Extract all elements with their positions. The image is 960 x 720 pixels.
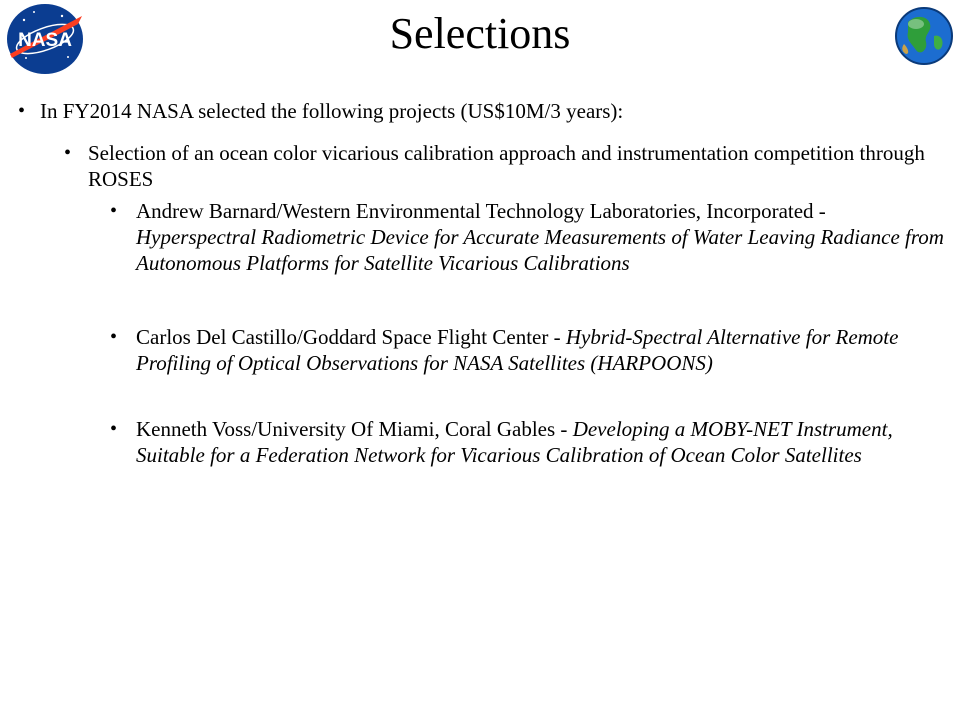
project-title: Developing a MOBY-NET Instrument, Suitable for a Federation Network for Vicarious Calibration of Ocean Color Satellites <box>136 417 893 467</box>
slide-title: Selections <box>389 9 571 58</box>
project-title: Hybrid-Spectral Alternative for Remote Profiling of Optical Observations for NASA Satellites (HARPOONS) <box>136 325 899 375</box>
bullet-level-2 <box>64 140 944 192</box>
bullet-dot-icon: • <box>110 418 118 440</box>
bullet-level-1 <box>18 98 918 124</box>
project-text <box>136 324 950 376</box>
earth-globe-icon <box>894 6 954 66</box>
project-item <box>110 198 950 276</box>
bullet-dot-icon: • <box>64 142 72 164</box>
bullet-dot-icon: • <box>110 326 118 348</box>
bullet-dot-icon: • <box>18 100 26 122</box>
project-investigator: Kenneth Voss/University Of Miami, Coral Gables - <box>136 417 573 441</box>
project-text <box>136 198 950 276</box>
svg-text:NASA: NASA <box>18 30 72 51</box>
bullet-text: Selection of an ocean color vicarious calibration approach and instrumentation competition through ROSES <box>88 141 925 191</box>
project-investigator: Andrew Barnard/Western Environmental Technology Laboratories, Incorporated - <box>136 199 826 223</box>
bullet-text: In FY2014 NASA selected the following projects (US$10M/3 years): <box>40 99 624 123</box>
project-title: Hyperspectral Radiometric Device for Accurate Measurements of Water Leaving Radiance from Autonomous Platforms for Satellite Vicarious Calibrations <box>136 225 944 275</box>
project-item <box>110 416 950 468</box>
project-text <box>136 416 950 468</box>
project-investigator: Carlos Del Castillo/Goddard Space Flight Center - <box>136 325 566 349</box>
project-item <box>110 324 950 376</box>
bullet-dot-icon: • <box>110 200 118 222</box>
